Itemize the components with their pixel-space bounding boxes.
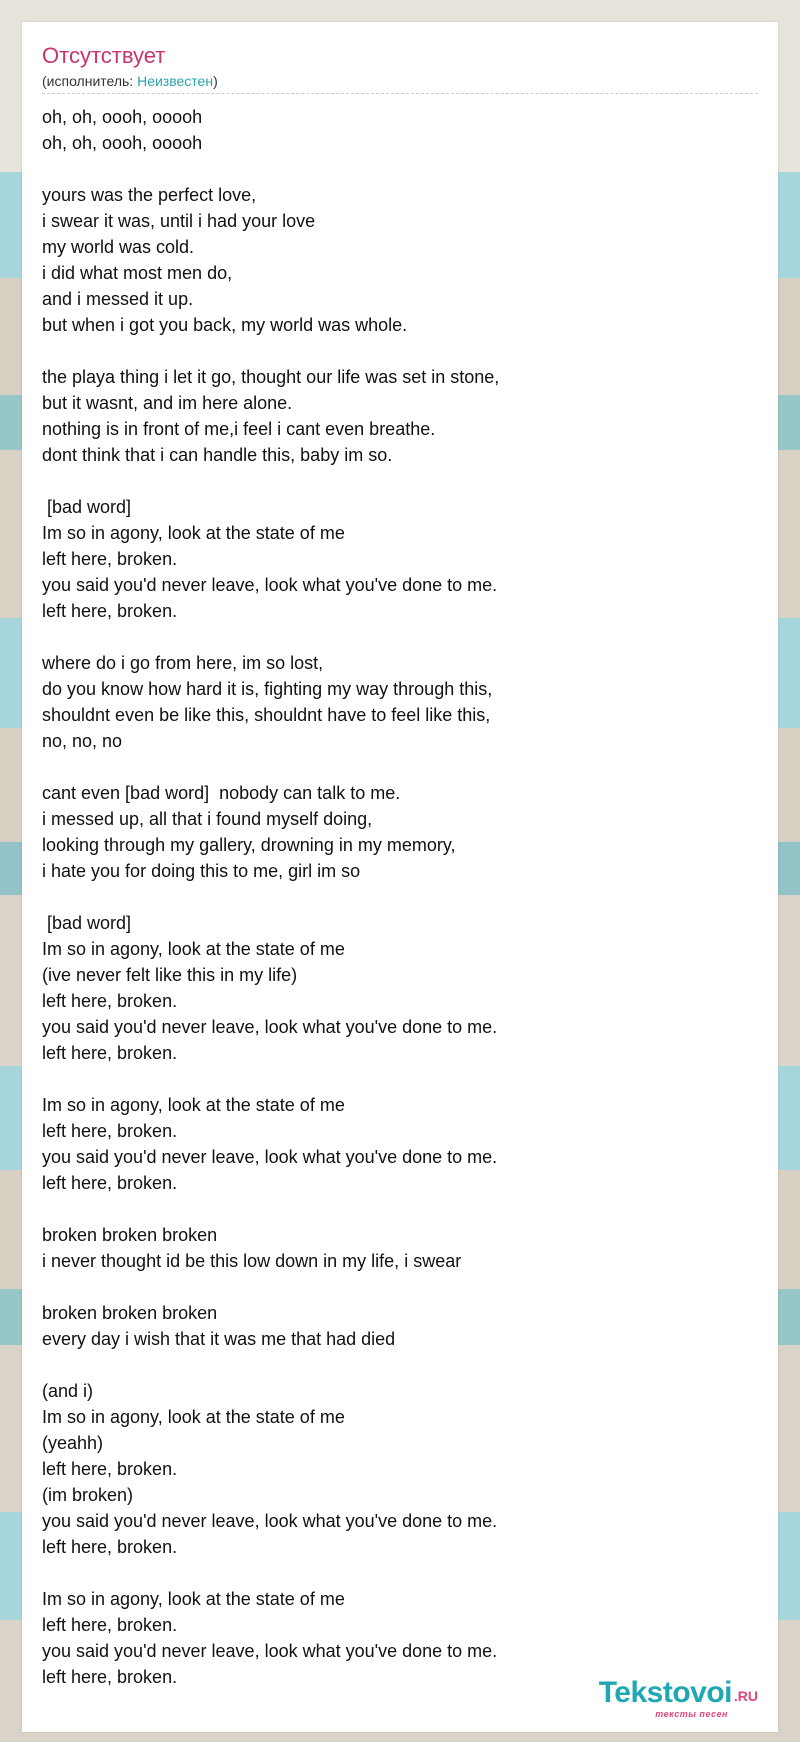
stanza-break <box>42 1352 758 1378</box>
lyric-line: oh, oh, oooh, ooooh <box>42 107 203 127</box>
lyric-line: left here, broken. <box>42 1537 178 1557</box>
lyric-line: you said you'd never leave, look what you've done to me. <box>42 1017 498 1037</box>
stanza-break <box>42 468 758 494</box>
lyric-line: left here, broken. <box>42 601 178 621</box>
lyric-line: left here, broken. <box>42 1043 178 1063</box>
lyric-line: broken broken broken <box>42 1225 218 1245</box>
lyric-line: left here, broken. <box>42 1173 178 1193</box>
lyric-line: dont think that i can handle this, baby im so. <box>42 445 393 465</box>
lyric-line: Im so in agony, look at the state of me <box>42 1589 345 1609</box>
lyric-line: Im so in agony, look at the state of me <box>42 1407 345 1427</box>
artist-prefix: (исполнитель: <box>42 73 138 89</box>
lyric-line: you said you'd never leave, look what you've done to me. <box>42 1641 498 1661</box>
lyric-line: (ive never felt like this in my life) <box>42 965 298 985</box>
stanza-break <box>42 754 758 780</box>
lyric-line: no, no, no <box>42 731 123 751</box>
lyric-line: yours was the perfect love, <box>42 185 257 205</box>
stanza-break <box>42 884 758 910</box>
lyric-line: (and i) <box>42 1381 94 1401</box>
lyric-line: but when i got you back, my world was whole. <box>42 315 408 335</box>
stanza-break <box>42 1560 758 1586</box>
header-divider <box>42 93 758 94</box>
lyric-line: left here, broken. <box>42 1121 178 1141</box>
artist-line <box>42 72 758 90</box>
lyric-line: i swear it was, until i had your love <box>42 211 316 231</box>
logo-wordmark: Tekstovoi <box>598 1676 732 1709</box>
site-logo[interactable] <box>548 1676 758 1719</box>
lyric-line: Im so in agony, look at the state of me <box>42 523 345 543</box>
logo-domain: .RU <box>733 1688 758 1704</box>
lyric-line: i hate you for doing this to me, girl im so <box>42 861 361 881</box>
artist-link[interactable]: Неизвестен <box>137 73 214 89</box>
stanza-break <box>42 1274 758 1300</box>
lyric-line: where do i go from here, im so lost, <box>42 653 324 673</box>
lyric-line: every day i wish that it was me that had died <box>42 1329 396 1349</box>
lyric-line: shouldnt even be like this, shouldnt have to feel like this, <box>42 705 491 725</box>
lyric-line: and i messed it up. <box>42 289 194 309</box>
lyric-line: Im so in agony, look at the state of me <box>42 1095 345 1115</box>
lyric-line: [bad word] <box>42 497 132 517</box>
logo-tagline: тексты песен <box>655 1709 728 1719</box>
lyric-line: left here, broken. <box>42 549 178 569</box>
lyric-line: left here, broken. <box>42 1667 178 1687</box>
lyric-line: broken broken broken <box>42 1303 218 1323</box>
lyric-line: the playa thing i let it go, thought our life was set in stone, <box>42 367 500 387</box>
stanza-break <box>42 338 758 364</box>
lyric-line: you said you'd never leave, look what you've done to me. <box>42 1147 498 1167</box>
song-title: Отсутствует <box>42 43 166 68</box>
lyrics-text <box>42 104 758 1690</box>
stanza-break <box>42 156 758 182</box>
lyric-line: do you know how hard it is, fighting my way through this, <box>42 679 493 699</box>
lyrics-card <box>22 22 778 1732</box>
stanza-break <box>42 1066 758 1092</box>
song-header <box>42 42 758 90</box>
lyric-line: you said you'd never leave, look what you've done to me. <box>42 1511 498 1531</box>
lyric-line: [bad word] <box>42 913 132 933</box>
lyric-line: i never thought id be this low down in my life, i swear <box>42 1251 462 1271</box>
lyric-line: i did what most men do, <box>42 263 233 283</box>
lyric-line: you said you'd never leave, look what you've done to me. <box>42 575 498 595</box>
lyric-line: left here, broken. <box>42 1615 178 1635</box>
lyric-line: cant even [bad word] nobody can talk to me. <box>42 783 401 803</box>
lyric-line: (yeahh) <box>42 1433 104 1453</box>
lyric-line: i messed up, all that i found myself doing, <box>42 809 373 829</box>
lyric-line: left here, broken. <box>42 1459 178 1479</box>
lyric-line: nothing is in front of me,i feel i cant even breathe. <box>42 419 436 439</box>
lyric-line: looking through my gallery, drowning in my memory, <box>42 835 456 855</box>
artist-suffix: ) <box>213 73 218 89</box>
stanza-break <box>42 1196 758 1222</box>
lyric-line: (im broken) <box>42 1485 134 1505</box>
lyric-line: left here, broken. <box>42 991 178 1011</box>
lyric-line: oh, oh, oooh, ooooh <box>42 133 203 153</box>
lyric-line: but it wasnt, and im here alone. <box>42 393 293 413</box>
stanza-break <box>42 624 758 650</box>
lyric-line: Im so in agony, look at the state of me <box>42 939 345 959</box>
lyric-line: my world was cold. <box>42 237 195 257</box>
